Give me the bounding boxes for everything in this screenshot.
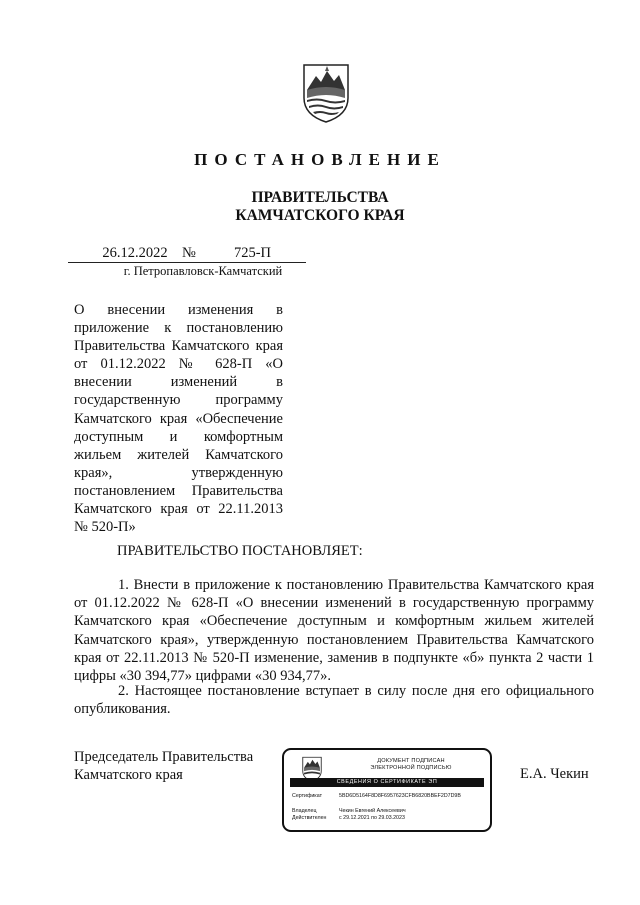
stamp-title [336,758,486,772]
document-city: г. Петропавловск-Камчатский [123,264,283,278]
signatory-role-line-2: Камчатского края [74,767,183,784]
date-underline [68,262,202,263]
electronic-signature-stamp [282,748,492,832]
number-sign: № [182,245,196,261]
document-type-title: ПОСТАНОВЛЕНИЕ [194,150,446,169]
validity-value: с 29.12.2021 по 29.03.2023 [339,815,405,821]
stamp-title-line-1: ДОКУМЕНТ ПОДПИСАН [377,758,445,764]
owner-value: Чекин Евгений Алексеевич [339,808,406,814]
decree-heading: ПРАВИТЕЛЬСТВО ПОСТАНОВЛЯЕТ: [117,543,363,559]
signatory-role-line-1: Председатель Правительства [74,749,254,765]
validity-label: Действителен [292,815,327,821]
stamp-title-line-2: ЭЛЕКТРОННОЙ ПОДПИСЬЮ [370,765,452,771]
issuer-line-1: ПРАВИТЕЛЬСТВА [251,189,389,206]
certificate-value: 5BD6D5164F8D8F6957623CFB6820BBEF2D7D9B [339,793,461,799]
decree-paragraph-1: 1. Внести в приложение к постановлению Правительства Камчатского края от 01.12.2022 № 628-П «О внесении изменений в государственную программу Камчатского края «Обеспечение доступным и комфортным жильем жителей Камчатского края», утвержденную постановлением Правительства Камчатского края от 22.11.2013 № 520-П изменение, заменив в подпункте «б» пункта 2 части 1 цифры «30 394,77» цифрами «30 934,77». [74,577,594,685]
stamp-band-text: СВЕДЕНИЯ О СЕРТИФИКАТЕ ЭП [336,779,438,785]
document-number: 725-П [233,245,272,261]
decree-paragraph-2: 2. Настоящее постановление вступает в силу после дня его официального опубликования. [74,683,594,718]
signatory-name: Е.А. Чекин [520,766,589,782]
document-subject: О внесении изменения в приложение к постановлению Правительства Камчатского края от 01.12.2022 № 628-П «О внесении изменений в государственную программу Камчатского края «Обеспечение доступным и комфортным жильем жителей Камчатского края», утвержденную постановлением Правительства Камчатского края от 22.11.2013 № 520-П» [74,302,283,536]
signatory-role [74,748,274,784]
issuer-line-2: КАМЧАТСКОГО КРАЯ [235,207,405,224]
coat-of-arms-emblem [301,62,351,124]
number-underline [198,262,306,263]
certificate-label: Сертификат [292,793,322,799]
owner-label: Владелец [292,808,317,814]
document-date: 26.12.2022 [102,245,168,261]
